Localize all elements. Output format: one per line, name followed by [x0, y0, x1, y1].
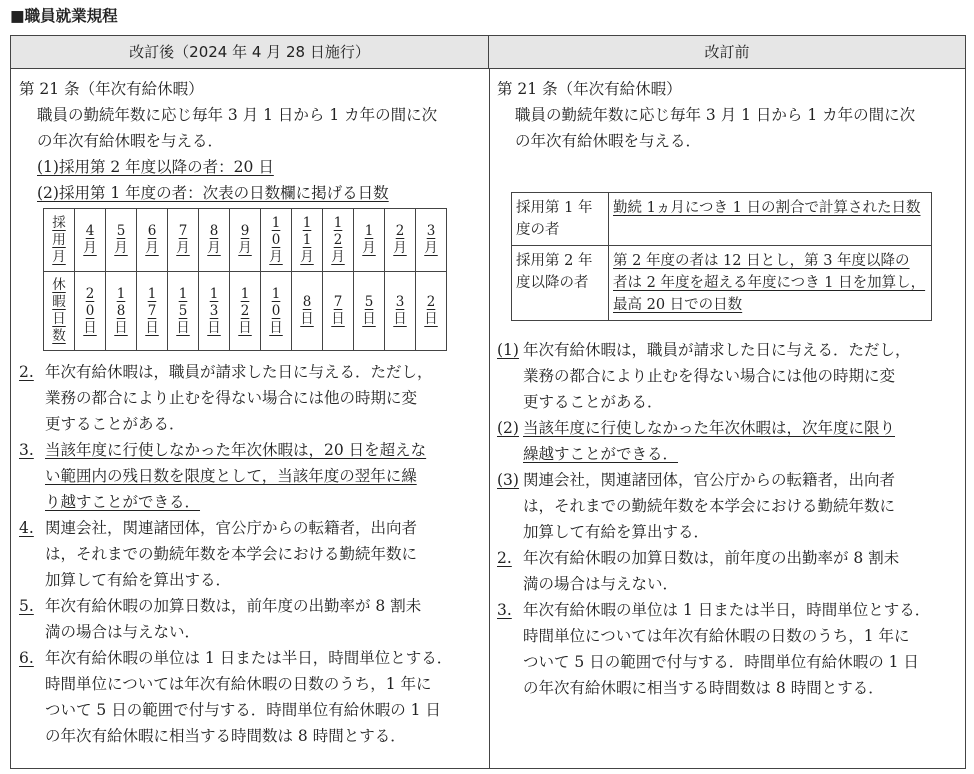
days-cell: 15日 [168, 272, 199, 351]
days-cell: 18日 [106, 272, 137, 351]
revised-column [19, 76, 481, 749]
month-cell: 7月 [168, 209, 199, 272]
previous-column [497, 76, 959, 701]
month-cell: 2月 [385, 209, 416, 272]
previous-leave-table [511, 192, 932, 321]
para-2-line: 年次有給休暇は，職員が請求した日に与える．ただし， [45, 363, 433, 381]
later-years-rule: 第 2 年度の者は 12 日とし，第 3 年度以降の 者は 2 年度を超える年度につき 1 日を加算し， 最高 20 日での日数 [609, 246, 932, 321]
para-3-line: 加算して有給を算出する． [523, 523, 710, 541]
para-number: (1) [497, 341, 519, 359]
para-number: 3. [497, 601, 512, 619]
para-6-line: 年次有給休暇の単位は 1 日または半日，時間単位とする． [45, 649, 453, 667]
intro-line: 職員の勤続年数に応じ毎年 3 月 1 日から 1 カ年の間に次 [37, 106, 438, 124]
para-2-line: 繰越すことができる． [523, 445, 679, 463]
row-header-month: 採用月 [44, 209, 75, 272]
para-2-line: 当該年度に行使しなかった年次休暇は，次年度に限り [523, 419, 896, 437]
revised-header: 改訂後（2024 年 4 月 28 日施行） [11, 36, 489, 69]
para-4-line: 関連会社，関連諸団体，官公庁からの転籍者，出向者 [45, 519, 418, 537]
para-4-line: 年次有給休暇の加算日数は，前年度の出勤率が 8 割未 [523, 549, 900, 567]
row-header-later-years: 採用第 2 年度以降の者 [512, 246, 609, 321]
column-divider [489, 69, 490, 768]
days-cell: 8日 [292, 272, 323, 351]
month-cell: 5月 [106, 209, 137, 272]
para-number: 2. [19, 363, 34, 381]
days-cell: 17日 [137, 272, 168, 351]
days-cell: 20日 [75, 272, 106, 351]
month-cell: 12月 [323, 209, 354, 272]
para-3-line: は，それまでの勤続年数を本学会における勤続年数に [523, 497, 896, 515]
para-number: (3) [497, 471, 519, 489]
document-title: ■職員就業規程 [10, 7, 118, 25]
month-cell: 4月 [75, 209, 106, 272]
previous-header: 改訂前 [489, 36, 965, 69]
days-cell: 5日 [354, 272, 385, 351]
para-3-line: い範囲内の残日数を限度として，当該年度の翌年に繰 [45, 467, 417, 485]
para-5-line: ついて 5 日の範囲で付与する．時間単位有給休暇の 1 日 [523, 653, 919, 671]
para-1-line: 業務の都合により止むを得ない場合には他の時期に変 [523, 367, 896, 385]
para-4-line: は，それまでの勤続年数を本学会における勤続年数に [45, 545, 418, 563]
intro-line: の年次有給休暇を与える． [515, 132, 702, 150]
leave-days-table [43, 208, 447, 351]
month-cell: 9月 [230, 209, 261, 272]
para-1-line: 年次有給休暇は，職員が請求した日に与える．ただし， [523, 341, 911, 359]
month-cell: 3月 [416, 209, 447, 272]
para-5-line: 満の場合は与えない． [45, 623, 201, 641]
para-6-line: ついて 5 日の範囲で付与する．時間単位有給休暇の 1 日 [45, 701, 441, 719]
intro-line: の年次有給休暇を与える． [37, 132, 224, 150]
para-number: (2) [497, 419, 519, 437]
month-cell: 1月 [354, 209, 385, 272]
month-cell: 8月 [199, 209, 230, 272]
para-4-line: 満の場合は与えない． [523, 575, 679, 593]
para-5-line: 年次有給休暇の加算日数は，前年度の出勤率が 8 割未 [45, 597, 422, 615]
para-number: 4. [19, 519, 34, 537]
para-6-line: 時間単位については年次有給休暇の日数のうち，1 年に [45, 675, 432, 693]
para-number: 2. [497, 549, 512, 567]
para-5-line: 時間単位については年次有給休暇の日数のうち，1 年に [523, 627, 910, 645]
days-cell: 2日 [416, 272, 447, 351]
days-cell: 10日 [261, 272, 292, 351]
intro-line: 職員の勤続年数に応じ毎年 3 月 1 日から 1 カ年の間に次 [515, 106, 916, 124]
month-cell: 6月 [137, 209, 168, 272]
first-year-rule: 勤続 1ヵ月につき 1 日の割合で計算された日数 [609, 193, 932, 246]
para-3-line: り越すことができる． [45, 493, 201, 511]
para-2-line: 業務の都合により止むを得ない場合には他の時期に変 [45, 389, 418, 407]
para-number: 3. [19, 441, 34, 459]
para-2-line: 更することがある． [45, 415, 185, 433]
row-header-days: 休暇日数 [44, 272, 75, 351]
para-5-line: の年次有給休暇に相当する時間数は 8 時間とする． [523, 679, 884, 697]
para-6-line: の年次有給休暇に相当する時間数は 8 時間とする． [45, 727, 406, 745]
para-number: 5. [19, 597, 34, 615]
item-2: (2)採用第 1 年度の者：次表の日数欄に掲げる日数 [37, 184, 389, 202]
article-heading: 第 21 条（年次有給休暇） [497, 80, 682, 98]
para-number: 6. [19, 649, 34, 667]
para-5-line: 年次有給休暇の単位は 1 日または半日，時間単位とする． [523, 601, 931, 619]
days-cell: 12日 [230, 272, 261, 351]
article-heading: 第 21 条（年次有給休暇） [19, 80, 204, 98]
para-4-line: 加算して有給を算出する． [45, 571, 232, 589]
para-3-line: 関連会社，関連諸団体，官公庁からの転籍者，出向者 [523, 471, 896, 489]
para-3-line: 当該年度に行使しなかった年次休暇は，20 日を超えな [45, 441, 427, 459]
month-cell: 11月 [292, 209, 323, 272]
para-1-line: 更することがある． [523, 393, 663, 411]
item-1: (1)採用第 2 年度以降の者：20 日 [37, 158, 274, 176]
month-cell: 10月 [261, 209, 292, 272]
days-cell: 3日 [385, 272, 416, 351]
days-cell: 7日 [323, 272, 354, 351]
days-cell: 13日 [199, 272, 230, 351]
row-header-first-year: 採用第 1 年度の者 [512, 193, 609, 246]
comparison-table [10, 35, 966, 769]
